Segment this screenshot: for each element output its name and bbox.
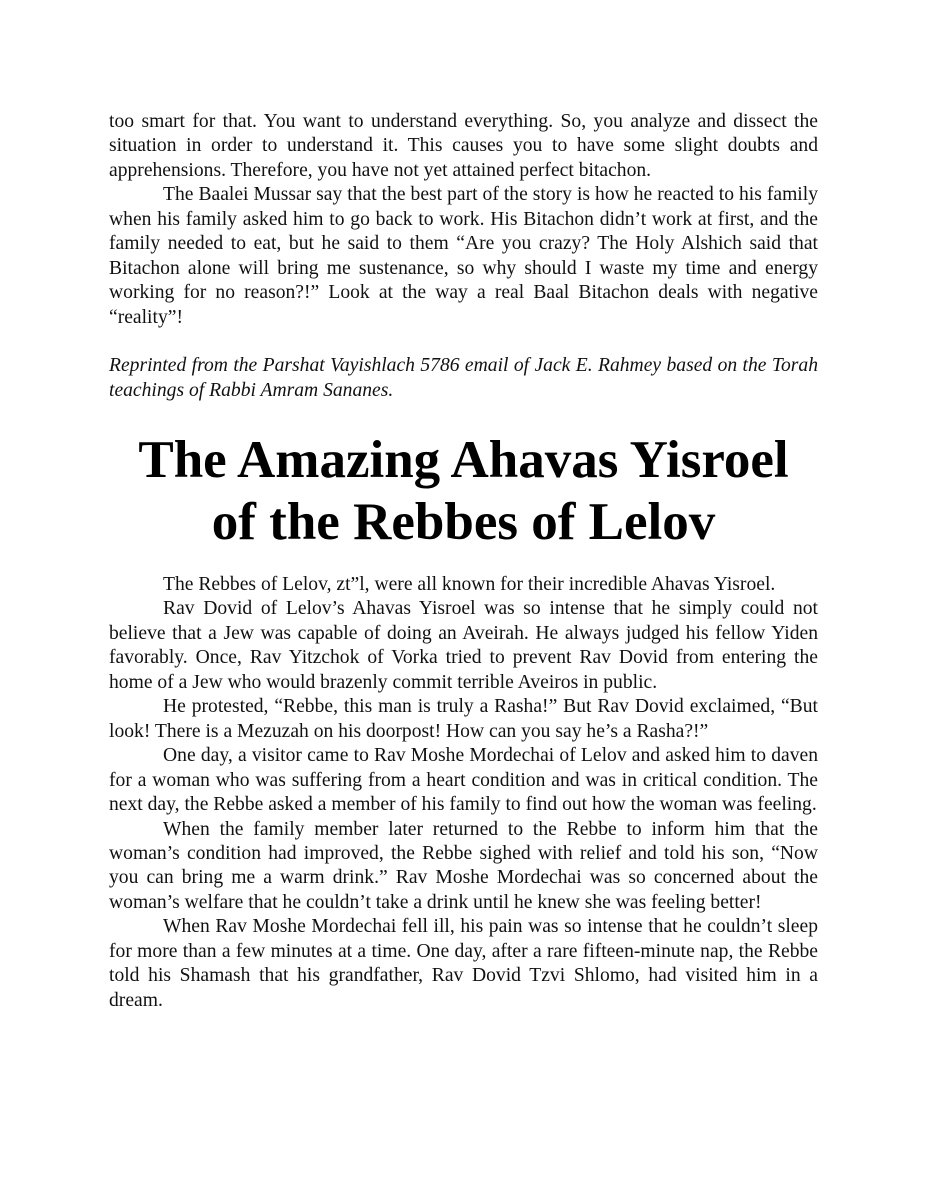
- article-paragraph: When Rav Moshe Mordechai fell ill, his pain was so intense that he couldn’t sleep for more than a few minutes at a time. One day, after a rare fifteen-minute nap, the Rebbe told his Shamash that his grandfather, Rav Dovid Tzvi Shlomo, had visited him in a dream.: [109, 916, 818, 1011]
- article-paragraph: He protested, “Rebbe, this man is truly a Rasha!” But Rav Dovid exclaimed, “But look! There is a Mezuzah on his doorpost! How can you say he’s a Rasha?!”: [109, 696, 818, 742]
- intro-paragraph: The Baalei Mussar say that the best part of the story is how he reacted to his family when his family asked him to go back to work. His Bitachon didn’t work at first, and the family needed to eat, but he said to them “Are you crazy? The Holy Alshich said that Bitachon alone will bring me sustenance, so why should I waste my time and energy working for no reason?!” Look at the way a real Baal Bitachon deals with negative “reality”!: [109, 184, 818, 328]
- document-page: [109, 110, 818, 1013]
- reprint-credit: Reprinted from the Parshat Vayishlach 5786 email of Jack E. Rahmey based on the Torah teachings of Rabbi Amram Sananes.: [109, 355, 818, 401]
- article-paragraph: When the family member later returned to the Rebbe to inform him that the woman’s condition had improved, the Rebbe sighed with relief and told his son, “Now you can bring me a warm drink.” Rav Moshe Mordechai was so concerned about the woman’s welfare that he couldn’t take a drink until he knew she was feeling better!: [109, 818, 818, 913]
- title-line-2: of the Rebbes of Lelov: [211, 492, 716, 551]
- article-paragraph: The Rebbes of Lelov, zt”l, were all known for their incredible Ahavas Yisroel.: [163, 573, 776, 595]
- article-title: [69, 429, 858, 553]
- article-paragraph: Rav Dovid of Lelov’s Ahavas Yisroel was so intense that he simply could not believe that a Jew was capable of doing an Aveirah. He always judged his fellow Yiden favorably. Once, Rav Yitzchok of Vorka tried to prevent Rav Dovid from entering the home of a Jew who would brazenly commit terrible Aveiros in public.: [109, 598, 818, 693]
- intro-paragraph: too smart for that. You want to understand everything. So, you analyze and dissect the situation in order to understand it. This causes you to have some slight doubts and apprehensions. Therefore, you have not yet attained perfect bitachon.: [109, 111, 818, 181]
- title-line-1: The Amazing Ahavas Yisroel: [138, 430, 789, 489]
- article-paragraph: One day, a visitor came to Rav Moshe Mordechai of Lelov and asked him to daven for a woman who was suffering from a heart condition and was in critical condition. The next day, the Rebbe asked a member of his family to find out how the woman was feeling.: [109, 745, 818, 816]
